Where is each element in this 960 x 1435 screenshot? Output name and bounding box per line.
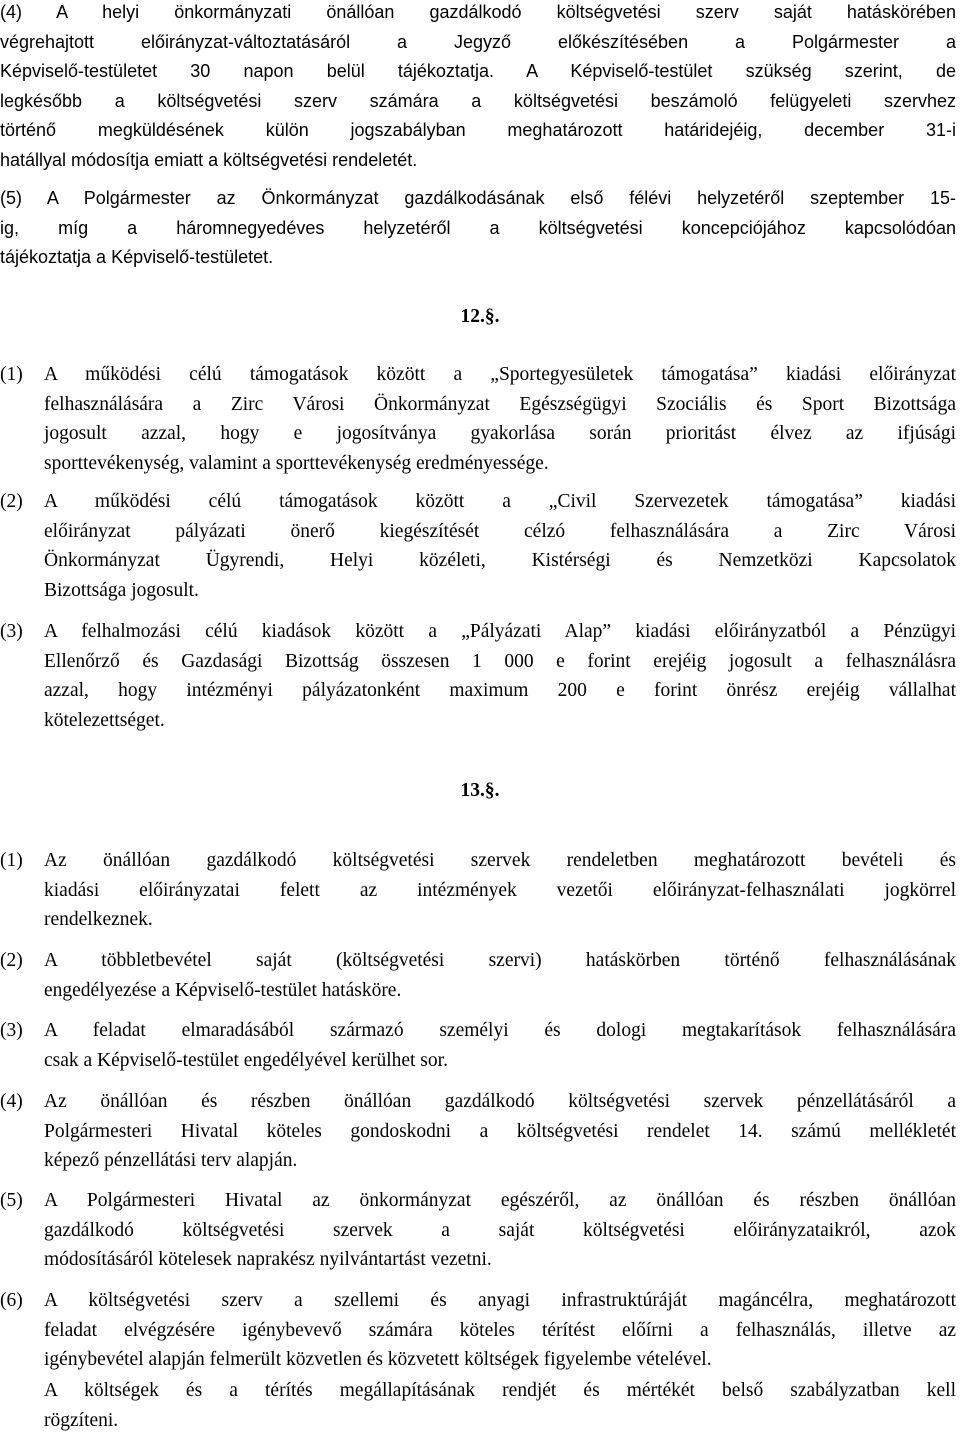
paragraph-line: képező pénzellátási terv alapján. <box>44 1150 298 1172</box>
section-12-paragraph-2 <box>0 487 956 605</box>
section-13-paragraph-6 <box>0 1286 956 1375</box>
paragraph-number: (4) <box>0 1091 23 1112</box>
paragraph-body <box>44 1286 956 1375</box>
paragraph-line: (5) A Polgármester az Önkormányzat gazdálkodásának első félévi helyzetéről szeptember 15- <box>0 188 956 208</box>
paragraph-line: Az önállóan és részben önállóan gazdálkodó költségvetési szervek pénzellátásáról a <box>44 1091 956 1112</box>
paragraph-line: rendelkeznek. <box>44 909 153 931</box>
paragraph-line: A költségvetési szerv a szellemi és anyagi infrastruktúráját magáncélra, meghatározott <box>44 1290 956 1311</box>
paragraph-line: Polgármesteri Hivatal köteles gondoskodni a költségvetési rendelet 14. számú mellékletét <box>44 1120 956 1142</box>
paragraph-line: gazdálkodó költségvetési szervek a saját költségvetési előirányzataikról, azok <box>44 1219 956 1241</box>
paragraph-5-top <box>0 184 956 273</box>
paragraph-line: csak a Képviselő-testület engedélyével kerülhet sor. <box>44 1049 448 1071</box>
paragraph-body <box>44 617 956 735</box>
section-12-paragraph-3 <box>0 617 956 735</box>
section-12-paragraph-1 <box>0 360 956 478</box>
paragraph-body <box>44 946 956 1005</box>
paragraph-line: Önkormányzat Ügyrendi, Helyi közéleti, Kistérségi és Nemzetközi Kapcsolatok <box>44 550 956 572</box>
paragraph-number: (6) <box>0 1290 23 1311</box>
paragraph-number: (3) <box>0 1020 23 1041</box>
paragraph-number: (2) <box>0 950 23 971</box>
section-13-paragraph-3 <box>0 1016 956 1075</box>
paragraph-line: Képviselő-testületet 30 napon belül tájékoztatja. A Képviselő-testület szükség szerint, de <box>0 61 956 82</box>
paragraph-4-top <box>0 0 956 176</box>
paragraph-number: (1) <box>0 364 23 385</box>
paragraph-line: sporttevékenység, valamint a sporttevékenység eredményessége. <box>44 452 549 474</box>
section-heading-12: 12.§. <box>460 306 500 327</box>
paragraph-line: A felhalmozási célú kiadások között a „Pályázati Alap” kiadási előirányzatból a Pénzügyi <box>44 621 956 642</box>
paragraph-line: Bizottsága jogosult. <box>44 579 199 601</box>
paragraph-body <box>44 360 956 478</box>
section-13-paragraph-5 <box>0 1186 956 1275</box>
paragraph-line: tájékoztatja a Képviselő-testületet. <box>0 247 274 268</box>
paragraph-number: (1) <box>0 850 23 871</box>
paragraph-body <box>44 1016 956 1075</box>
section-heading-13: 13.§. <box>460 780 500 801</box>
paragraph-line: (4) A helyi önkormányzati önállóan gazdálkodó költségvetési szerv saját hatáskörében <box>0 2 956 22</box>
paragraph-line: azzal, hogy intézményi pályázatonként maximum 200 e forint önrész erejéig vállalhat <box>44 680 956 702</box>
paragraph-line: A Polgármesteri Hivatal az önkormányzat egészéről, az önállóan és részben önállóan <box>44 1190 956 1211</box>
paragraph-line: A költségek és a térítés megállapításának rendjét és mértékét belső szabályzatban kell <box>44 1380 956 1401</box>
paragraph-line: felhasználására a Zirc Városi Önkormányzat Egészségügyi Szociális és Sport Bizottsága <box>44 393 956 415</box>
paragraph-line: engedélyezése a Képviselő-testület hatásköre. <box>44 979 402 1001</box>
paragraph-body <box>44 1087 956 1176</box>
section-13-paragraph-4 <box>0 1087 956 1176</box>
paragraph-line: kötelezettséget. <box>44 709 165 731</box>
paragraph-line: A működési célú támogatások között a „Civil Szervezetek támogatása” kiadási <box>44 491 956 512</box>
paragraph-line: hatállyal módosítja emiatt a költségvetési rendeletét. <box>0 149 418 170</box>
paragraph-line: előirányzat pályázati önerő kiegészítését célzó felhasználására a Zirc Városi <box>44 520 956 542</box>
section-13-paragraph-2 <box>0 946 956 1005</box>
paragraph-line: rögzíteni. <box>44 1409 119 1431</box>
paragraph-line: A többletbevétel saját (költségvetési szervi) hatáskörben történő felhasználásának <box>44 950 956 971</box>
paragraph-line: legkésőbb a költségvetési szerv számára a költségvetési beszámoló felügyeleti szervhez <box>0 90 956 111</box>
paragraph-line: Ellenőrző és Gazdasági Bizottság összesen 1 000 e forint erejéig jogosult a felhasználásra <box>44 650 956 672</box>
paragraph-line: történő megküldésének külön jogszabályban meghatározott határidejéig, december 31-i <box>0 120 956 141</box>
paragraph-line: igénybevétel alapján felmerült közvetlen és közvetett költségek figyelembe vételével. <box>44 1349 712 1371</box>
paragraph-number: (2) <box>0 491 23 512</box>
paragraph-body <box>44 846 956 935</box>
paragraph-body <box>44 487 956 605</box>
section-13-paragraph-6-continuation <box>44 1376 956 1435</box>
paragraph-line: feladat elvégzésére igénybevevő számára köteles térítést előírni a felhasználás, illetve az <box>44 1319 956 1341</box>
paragraph-line: A feladat elmaradásából származó személyi és dologi megtakarítások felhasználására <box>44 1020 956 1041</box>
paragraph-line: kiadási előirányzatai felett az intézmények vezetői előirányzat-felhasználati jogkörrel <box>44 879 956 901</box>
paragraph-line: végrehajtott előirányzat-változtatásáról a Jegyző előkészítésében a Polgármester a <box>0 31 956 52</box>
paragraph-number: (5) <box>0 1190 23 1211</box>
section-13-paragraph-1 <box>0 846 956 935</box>
paragraph-line: jogosult azzal, hogy e jogosítványa gyakorlása során prioritást élvez az ifjúsági <box>44 423 956 445</box>
paragraph-line: ig, míg a háromnegyedéves helyzetéről a költségvetési koncepciójához kapcsolódóan <box>0 217 956 238</box>
paragraph-number: (3) <box>0 621 23 642</box>
paragraph-line: A működési célú támogatások között a „Sportegyesületek támogatása” kiadási előirányzat <box>44 364 956 385</box>
paragraph-body <box>44 1186 956 1275</box>
paragraph-line: Az önállóan gazdálkodó költségvetési szervek rendeletben meghatározott bevételi és <box>44 850 956 871</box>
paragraph-line: módosításáról kötelesek naprakész nyilvántartást vezetni. <box>44 1249 492 1271</box>
